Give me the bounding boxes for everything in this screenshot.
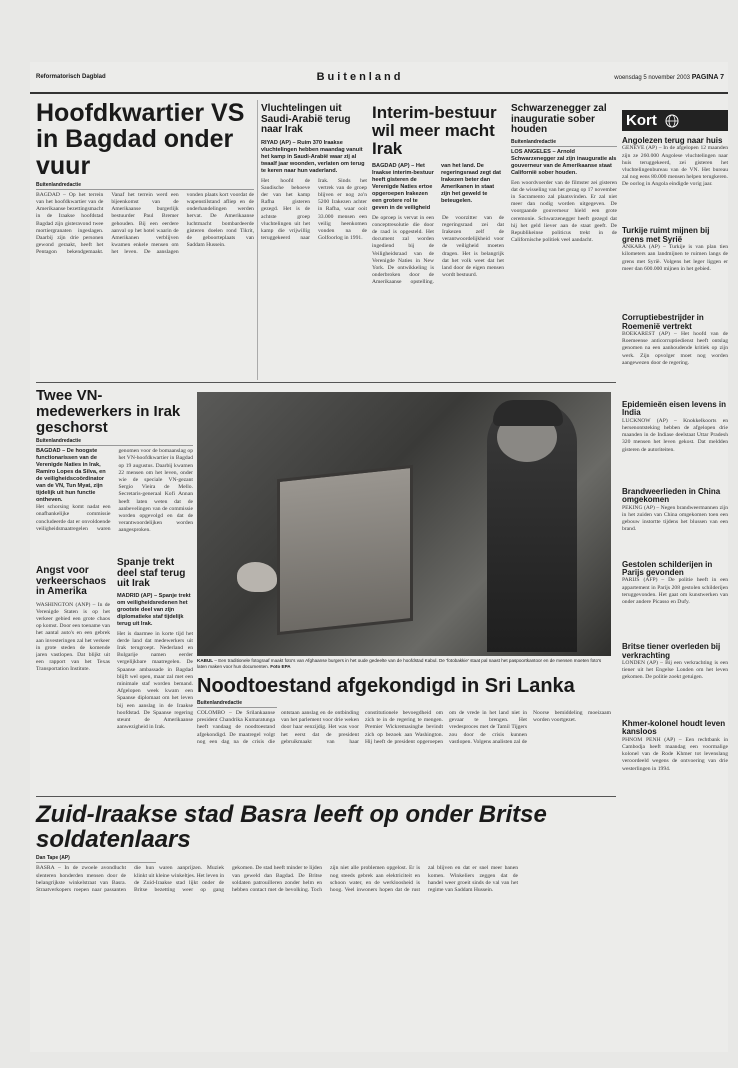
srilanka-headline: Noodtoestand afgekondigd in Sri Lanka bbox=[197, 675, 575, 697]
basra-byline: Dan Tape (AP) bbox=[36, 855, 156, 863]
kort-item-text: PHNOM PENH (AP) – Een rechtbank in Cambodja heeft maandag een voormalige kolonel van de Rode Khmer tot levenslang veroordeeld wegens de ontvoering van drie westerlingen in 1994. bbox=[622, 736, 728, 772]
kort-item-text: PARIJS (AFP) – De politie heeft in een appartement in Parijs 208 gestolen schilderijen teruggevonden. Het gaat om kunstwerken van onder andere Picasso en Dufy. bbox=[622, 577, 728, 605]
kort-item-headline: Corruptiebestrijder in Roemenië vertrekt bbox=[622, 313, 704, 331]
interim-headline: Interim-bestuur wil meer macht Irak bbox=[372, 103, 497, 158]
kort-item-text: GENEVE (AP) – In de afgelopen 12 maanden zijn ze 260.000 Angolese vluchtelingen naar huis teruggekeerd, zei gisteren het vluchtelingenbureau van de VN. Het bureau zal nog eens 80.000 mensen helpen terugkeren. De oorlog in Angola eindigde vorig jaar. bbox=[622, 145, 728, 188]
kort-item-headline: Gestolen schilderijen in Parijs gevonden bbox=[622, 559, 713, 577]
section-rule-2 bbox=[36, 796, 616, 797]
kort-item bbox=[622, 488, 728, 555]
srilanka-byline: Buitenlandredactie bbox=[197, 700, 277, 708]
vn-body: Het schorsing komt nadat een onafhankelijke commissie concludeerde dat er onvoldoende veiligheidsmaatregelen waren genomen voor de bomaanslag op het VN-hoofdkwartier in Bagdad op 19 augustus. Daarbij kwamen 22 mensen om het leven, onder wie de speciale VN-gezant Sergio Vieira de Mello. Secretaris-generaal Kofi Annan heeft laten weten dat de aanbevelingen van de commissie worden opgevolgd en dat de verantwoordelijken worden aangesproken. bbox=[36, 448, 193, 534]
camera-box bbox=[277, 465, 413, 635]
main-article bbox=[36, 100, 254, 380]
page-header bbox=[30, 62, 728, 94]
kort-item bbox=[622, 137, 728, 221]
vn-byline: Buitenlandredactie bbox=[36, 438, 193, 446]
vluchtelingen-lead: RIYAD (AP) – Ruim 370 Iraakse vluchtelingen hebben maandag vanuit het kamp in Saudi-Arabië waar zij al twaalf jaar woonden, verlaten om terug te keren naar hun vaderland. bbox=[261, 139, 365, 174]
interim-article bbox=[372, 104, 504, 395]
vn-headline: Twee VN-medewerkers in Irak geschorst bbox=[36, 387, 181, 436]
spanje-headline: Spanje trekt deel staf terug uit Irak bbox=[117, 557, 186, 589]
srilanka-body: COLOMBO – De Srilankaanse president Chandrika Kumaratunga heeft vandaag de noodtoestand afgekondigd. De maatregel volgt nog een dag na de crisis die ontstaan aanslag en de ontbinding van het parlement voor drie weken door haar eenzijdig. Het was voor het eerst dat de president gebruikmaakt van haar constitutionele bevoegdheid om zich te in de regering te mengen. Premier Wickremasinghe bevindt zich op bezoek aan Washington. Hij heeft de president opgeroepen om de vrede in het land niet in gevaar te brengen. Het vredesproces met de Tamil Tijgers zou door de crisis kunnen vastlopen. Volgens analisten zal de Noorse bemiddeling moeizaam worden voortgezet. bbox=[197, 710, 611, 745]
vn-lead: BAGDAD – De hoogste functionarissen van de Verenigde Naties in Irak, Ramiro Lopes da Silva, en de veiligheidscoördinator van de VN, Tun Myat, zijn tijdelijk uit hun functie ontheven. bbox=[36, 448, 106, 504]
schwarzenegger-article bbox=[511, 104, 617, 350]
kort-item-text: ANKARA (AP) – Turkije is van plan tien kilometers aan landmijnen te ruimen langs de grens met Syrië. Volgens het leger liggen er meer dan 600.000 mijnen in het gebied. bbox=[622, 244, 728, 272]
photo-caption: KABUL – Een traditionele fotograaf maakt foto's van Afghaanse burgers in het oude gedeelte van de hoofdstad Kabul. De 'fotobakkie' staat pal naast het paspoortkantoor en de mensen moeten foto's laten maken voor hun documenten. Foto EPA bbox=[197, 658, 602, 669]
kort-item bbox=[622, 314, 728, 395]
schwarzenegger-body: Een woordvoerder van de filmster zei gisteren dat de wisseling van het gezag op 17 november in Sacramento zal plaatsvinden. Er zal niet meer dan nodig worden uitgegeven. De voorgaande gouverneur hield een grote ceremonie. Schwarzenegger heeft gezegd dat hij het geld liever aan de staat geeft. De Republikeinse politicus trekt in de Californische politiek veel aandacht. bbox=[511, 179, 617, 244]
schwarzenegger-lead: LOS ANGELES – Arnold Schwarzenegger zal zijn inauguratie als gouverneur van de Amerikaanse staat Californië sober houden. bbox=[511, 148, 617, 176]
srilanka-article bbox=[197, 676, 611, 810]
vluchtelingen-headline: Vluchtelingen uit Saudi-Arabië terug naar Irak bbox=[261, 103, 351, 135]
main-headline: Hoofdkwartier VS in Bagdad onder vuur bbox=[36, 99, 245, 180]
photographer-hat bbox=[493, 400, 563, 426]
kabul-photo bbox=[197, 392, 611, 656]
kort-item-text: LONDEN (AP) – Bij een verkrachting is een tiener uit het Engelse Londen om het leven gekomen. De politie zoekt getuigen. bbox=[622, 660, 728, 681]
kort-item bbox=[622, 561, 728, 638]
photo-credit: Foto EPA bbox=[270, 663, 291, 669]
kort-item bbox=[622, 643, 728, 714]
basra-article bbox=[36, 802, 616, 1045]
interim-lead: BAGDAD (AP) – Het Iraakse interim-bestuur heeft gisteren de Verenigde Naties ertoe opgeroepen Irakezen een grotere rol te geven in de veiligheid van het land. De regeringsraad zegt dat Irakezen beter dan Amerikanen in staat zijn het geweld te beteugelen. bbox=[372, 162, 501, 211]
main-byline: Buitenlandredactie bbox=[36, 182, 254, 190]
kort-item-headline: Epidemieën eisen levens in India bbox=[622, 399, 727, 418]
kort-item-text: BOEKAREST (AP) – Het hoofd van de Roemeense anticorruptiedienst heeft ontslag genomen na een aanhoudende kritiek op zijn werk. Zijn opvolger moet nog worden aangewezen door de regering. bbox=[622, 330, 728, 366]
kort-header bbox=[622, 110, 728, 131]
bird-figure bbox=[237, 562, 277, 592]
page-date bbox=[484, 74, 728, 81]
kort-item bbox=[622, 401, 728, 482]
kort-item bbox=[622, 227, 728, 308]
section-rule bbox=[36, 382, 616, 383]
kort-item-headline: Khmer-kolonel houdt leven kansloos bbox=[622, 719, 726, 737]
caption-label: KABUL bbox=[197, 658, 214, 663]
globe-icon bbox=[661, 114, 683, 128]
verkeer-body: WASHINGTON (ANP) – In de Verenigde Staten is op het verkeer gebied een grote chaos op komst. Door een toename van het aantal auto's en een gebrek aan investeringen zal het verkeer in grote steden de komende jaren vastlopen. Dat blijkt uit een rapport van het Texas Transportation Institute. bbox=[36, 601, 110, 673]
vluchtelingen-body: Het hoofd de Saudische behoeve der van het kamp Rafha gisteren gezegd. Het is de achtste groep vluchtelingen uit het kamp die vrijwillig teruggekeerd naar Irak. Sinds het vertrek van de groep blijven er nog zo'n 5200 Irakezen achter in Rafha, waar ooit 33.000 mensen een veilig heenkomen vonden na de Golfoorlog in 1991. bbox=[261, 177, 367, 242]
spanje-body: Het is daarmee in korte tijd het derde land dat medewerkers uit Irak terugroept. Nederland en Bulgarije namen eerder vergelijkbare maatregelen. De Spaanse ambassade in Bagdad blijft wel open, maar zal met een minimale staf worden bemand. Afgelopen week kwam een Spaanse diplomaat om het leven bij een aanslag in de Iraakse hoofdstad. De Spaanse regering steunt de Amerikaanse aanwezigheid in Irak. bbox=[117, 630, 193, 731]
basra-headline: Zuid-Iraakse stad Basra leeft op onder Britse soldatenlaars bbox=[36, 801, 547, 854]
caption-text: Een traditionele fotograaf maakt foto's van Afghaanse burgers in het oude gedeelte van de hoofdstad Kabul. De 'fotobakkie' staat pal naast het paspoortkantoor en de mensen moeten foto's laten maken voor hun documenten. bbox=[197, 658, 602, 669]
kort-item bbox=[622, 720, 728, 827]
vluchtelingen-article bbox=[261, 104, 367, 370]
kort-item-headline: Turkije ruimt mijnen bij grens met Syrië bbox=[622, 226, 710, 244]
schwarzenegger-headline: Schwarzenegger zal inauguratie sober houden bbox=[511, 103, 607, 135]
kort-item-headline: Britse tiener overleden bij verkrachting bbox=[622, 642, 721, 660]
main-body: BAGDAD – Op het terrein van het hoofdkwartier van de Amerikaanse bezettingsmacht in de Iraakse hoofdstad Bagdad zijn gisteravond twee mortiergranaten ingeslagen. Daarbij zijn drie personen gewond geraakt, heeft het Pentagon bekendgemaakt. Vanaf het terrein werd een bijeenkomst van de Amerikaanse burgerlijk bestuurder Paul Bremer gehouden. Bij een eerdere aanval op het hotel waarin de Amerikanen verblijven kwamen enkele mensen om het leven. De aanslagen vonden plaats kort voordat de wapenstilstand afliep en de onderhandelingen werden hervat. De Amerikaanse luchtmacht bombardeerde gisteren doelen rond Tikrit, de geboorteplaats van Saddam Hussein. bbox=[36, 191, 254, 256]
column-rule bbox=[257, 100, 258, 380]
kort-item-text: PEKING (AP) – Negen brandweermannen zijn in het zuiden van China omgekomen toen een gebouw instortte tijdens het blussen van een brand. bbox=[622, 504, 728, 533]
spanje-article bbox=[117, 558, 193, 749]
kort-title: Kort bbox=[626, 112, 657, 129]
section-title: Buitenland bbox=[316, 71, 404, 83]
basra-body: BASRA – In de zwoele avondlucht slenteren honderden mensen door de belangrijkste winkelstraat van Basra. Straatverkopers roepen naar passanten die hun waren aanprijzen. Muziek klinkt uit kleine winkeltjes. Het leven in de Zuid-Iraakse stad lijkt onder de Britse bezetting weer op gang gekomen. De stad heeft minder te lijden van geweld dan Bagdad. De Britse soldaten patrouilleren zonder helm en hebben contact met de bevolking. Toch zijn niet alle problemen opgelost. Er is nog steeds gebrek aan elektriciteit en schoon water, en de werkloosheid is hoog. Veel inwoners hopen dat de rust zal blijven en dat er snel meer banen komen. Winkeliers zeggen dat de handel weer groeit sinds de val van het regime van Saddam Hussein. bbox=[36, 865, 518, 893]
kort-item-headline: Angolezen terug naar huis bbox=[622, 136, 723, 145]
kort-item-text: LUCKNOW (AP) – Knokkelkoorts en hersenontsteking hebben de afgelopen drie maanden in de Indiase deelstaat Uttar Pradesh 320 mensen het leven gekost. Dat meldden gisteren de autoriteiten. bbox=[622, 417, 728, 453]
paper-name: Reformatorisch Dagblad bbox=[36, 74, 106, 80]
kort-sidebar bbox=[622, 110, 728, 827]
spanje-lead: MADRID (AP) – Spanje trekt om veiligheidsredenen het grootste deel van zijn diplomatieke staf tijdelijk terug uit Irak. bbox=[117, 592, 191, 627]
schwarzenegger-byline: Buitenlandredactie bbox=[511, 139, 617, 147]
verkeer-article bbox=[36, 566, 110, 762]
kort-item-headline: Brandweerlieden in China omgekomen bbox=[622, 486, 721, 505]
page-label: PAGINA bbox=[691, 73, 719, 81]
verkeer-headline: Angst voor verkeerschaos in Amerika bbox=[36, 565, 107, 597]
date-text: woensdag 5 november 2003 bbox=[614, 74, 691, 81]
page-number: 7 bbox=[720, 73, 724, 81]
kort-items bbox=[622, 137, 728, 827]
interim-body: De oproep is vervat in een conceptresolutie die door de raad is opgesteld. Het document zal worden ingediend bij de Veiligheidsraad van de Verenigde Naties in New York. De ontwikkeling is onderbroken door de Amerikaanse opstelling. De voorzitter van de regeringsraad zei dat Irakezen zelf de verantwoordelijkheid voor de veiligheid moeten dragen. Het is belangrijk dat het volk weet dat het land door de eigen mensen wordt bestuurd. bbox=[372, 214, 504, 286]
